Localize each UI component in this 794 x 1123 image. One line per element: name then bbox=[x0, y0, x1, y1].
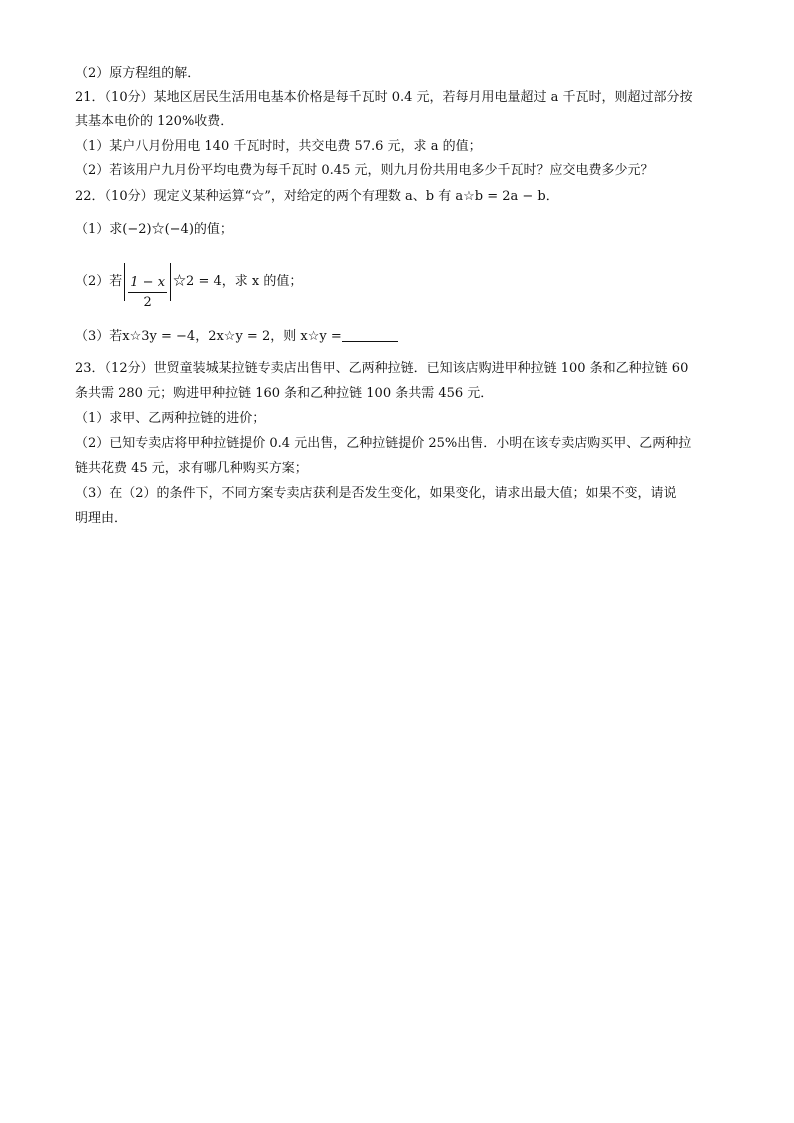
q22-part1-expression: (−2)☆(−4) bbox=[122, 222, 194, 237]
q22-part3 bbox=[75, 329, 725, 345]
absolute-value-bars bbox=[124, 263, 171, 310]
q21-part2: （2）若该用户九月份平均电费为每千瓦时 0.45 元，则九月份共用电多少千瓦时？应交电费多少元？ bbox=[75, 163, 654, 178]
answer-blank bbox=[342, 329, 398, 342]
q21-stem-line2: 其基本电价的 120%收费． bbox=[75, 114, 234, 129]
q21-part1: （1）某户八月份用电 140 千瓦时时，共交电费 57.6 元，求 a 的值； bbox=[75, 139, 482, 154]
q23-part2-line2: 链共花费 45 元，求有哪几种购买方案； bbox=[75, 461, 308, 476]
q20-part2-text: （2）原方程组的解． bbox=[75, 66, 201, 81]
q22-stem: 22．（10分）现定义某种运算“☆”，对给定的两个有理数 a、b 有 a☆b = 2a − b． bbox=[75, 189, 559, 204]
q22-part2-rest: ☆2 = 4，求 x 的值； bbox=[173, 274, 303, 289]
fraction-numerator: 1 − x bbox=[128, 275, 167, 293]
q23-part3-line2: 明理由． bbox=[75, 511, 128, 526]
q22-part3-prefix: （3）若 bbox=[75, 329, 123, 344]
q23-part1: （1）求甲、乙两种拉链的进价； bbox=[75, 411, 266, 426]
fraction-denominator: 2 bbox=[143, 295, 152, 310]
fraction bbox=[128, 274, 167, 312]
q21-stem-line1: 21．（10分）某地区居民生活用电基本价格是每千瓦时 0.4 元，若每月用电量超过 a 千瓦时，则超过部分按 bbox=[75, 90, 693, 105]
q23-stem-line1: 23．（12分）世贸童装城某拉链专卖店出售甲、乙两种拉链．已知该店购进甲种拉链 100 条和乙种拉链 60 bbox=[75, 361, 689, 376]
q22-part1-prefix: （1）求 bbox=[75, 222, 123, 237]
q22-part2 bbox=[75, 262, 725, 310]
q23-part2-line1: （2）已知专卖店将甲种拉链提价 0.4 元出售，乙种拉链提价 25%出售．小明在该专卖店购买甲、乙两种拉 bbox=[75, 436, 692, 451]
q22-part3-expression: x☆3y = −4，2x☆y = 2，则 x☆y = bbox=[122, 329, 342, 344]
q22-part1-suffix: 的值； bbox=[193, 222, 233, 237]
q23-stem-line2: 条共需 280 元；购进甲种拉链 160 条和乙种拉链 100 条共需 456 元． bbox=[75, 386, 494, 401]
q23-part3-line1: （3）在（2）的条件下，不同方案专卖店获利是否发生变化，如果变化，请求出最大值；如果不变，请说 bbox=[75, 486, 677, 501]
q22-part2-prefix: （2）若 bbox=[75, 274, 123, 289]
q22-part1 bbox=[75, 222, 725, 238]
